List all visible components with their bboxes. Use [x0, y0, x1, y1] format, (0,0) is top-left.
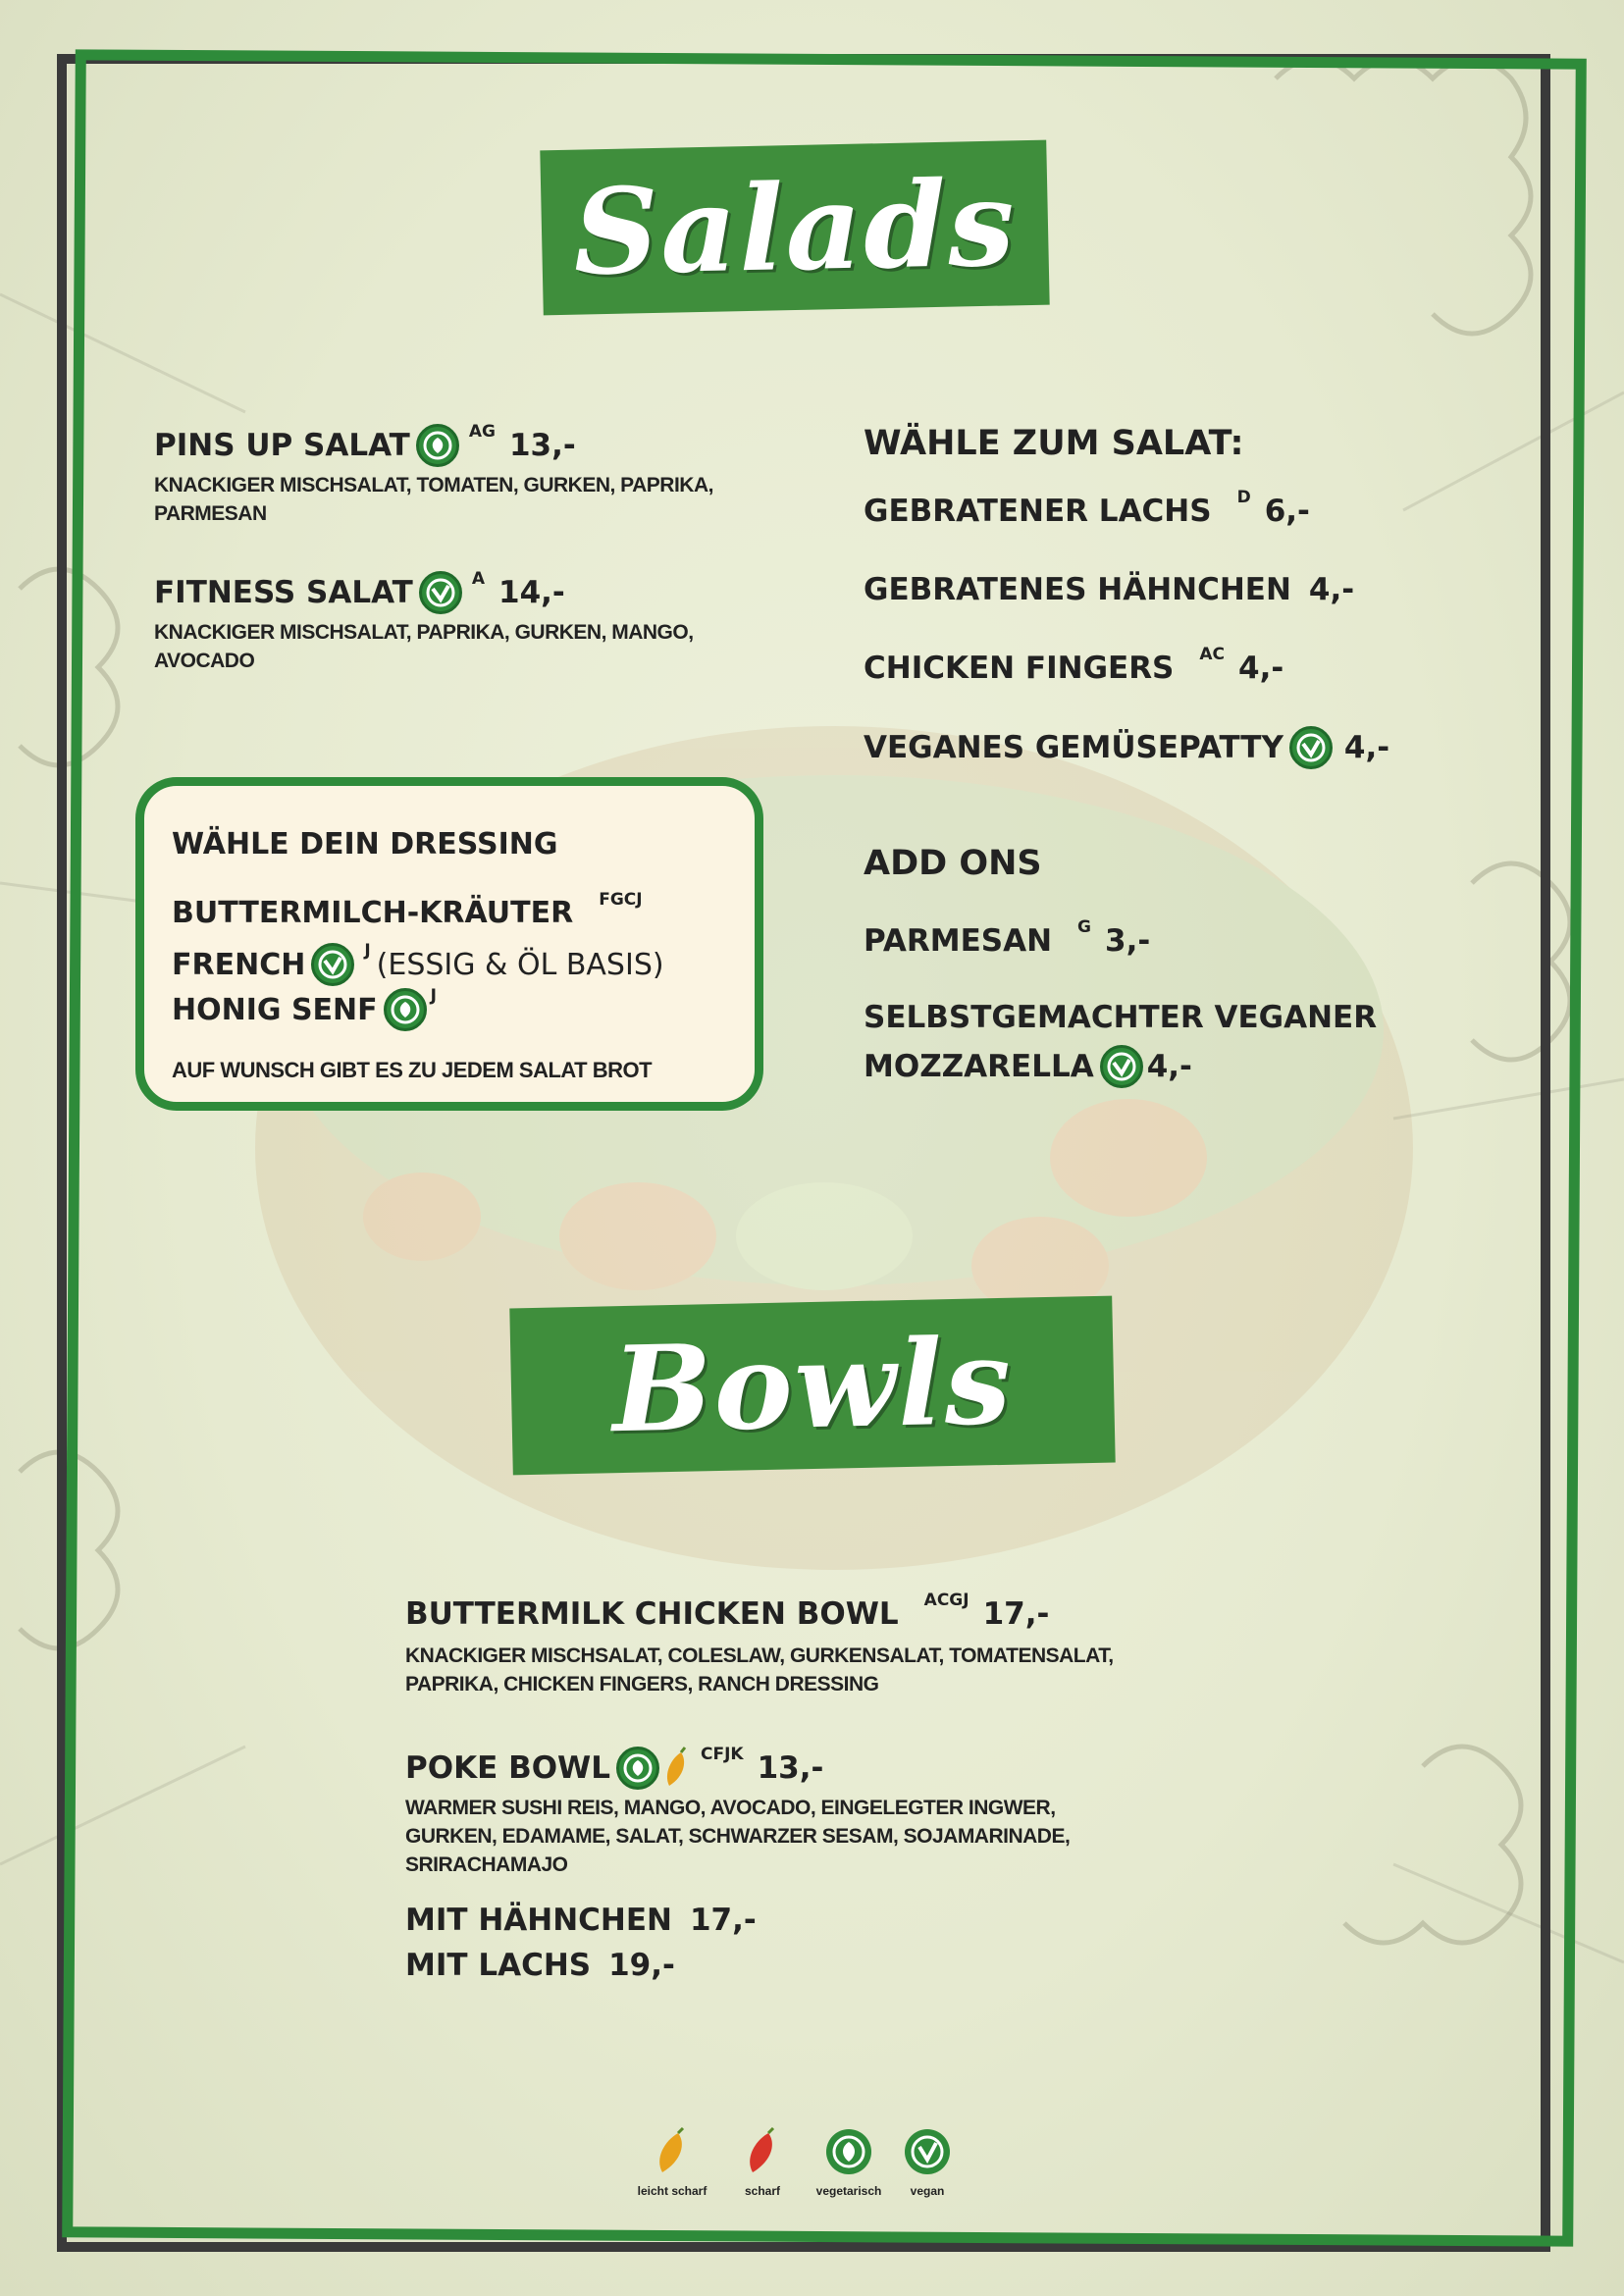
dressing-option-french: [172, 943, 664, 986]
legend-vegetarian: [805, 2127, 893, 2198]
addon-name: MOZZARELLA: [864, 1049, 1094, 1084]
item-description: KNACKIGER MISCHSALAT, PAPRIKA, GURKEN, MANGO, AVOCADO: [154, 621, 694, 672]
dressing-option-buttermilch: [172, 889, 649, 930]
addon-price: 4,-: [1146, 1049, 1192, 1084]
salads-banner: [540, 140, 1049, 316]
option-name: FRENCH: [172, 947, 306, 982]
legend-label: leicht scharf: [637, 2184, 707, 2198]
addon-veganer-mozzarella-line1: SELBSTGEMACHTER VEGANER: [864, 1000, 1378, 1035]
item-name: PINS UP SALAT: [154, 428, 410, 463]
topping-name: CHICKEN FINGERS: [864, 651, 1175, 686]
item-description: WARMER SUSHI REIS, MANGO, AVOCADO, EINGELEGTER INGWER, GURKEN, EDAMAME, SALAT, SCHWARZER SESAM, SOJAMARINADE, SRIRACHAMAJO: [405, 1797, 1071, 1876]
item-description: KNACKIGER MISCHSALAT, TOMATEN, GURKEN, PAPRIKA, PARMESAN: [154, 474, 713, 525]
allergen-codes: CFJK: [701, 1745, 744, 1764]
menu-item-buttermilk-chicken-bowl: [405, 1591, 1050, 1632]
item-price: 17,-: [982, 1596, 1050, 1632]
topping-gemuesepatty: [864, 726, 1389, 769]
bowl-extra-lachs: [405, 1948, 675, 1983]
topping-name: GEBRATENER LACHS: [864, 494, 1212, 529]
salads-heading: Salads: [571, 153, 1019, 302]
topping-chicken-fingers: [864, 645, 1284, 686]
allergen-codes: J: [364, 941, 371, 961]
extra-name: MIT HÄHNCHEN: [405, 1903, 672, 1938]
bowl-extra-haehnchen: [405, 1903, 757, 1938]
vegetarian-icon: [824, 2127, 873, 2176]
addon-name: PARMESAN: [864, 923, 1053, 959]
addon-parmesan: [864, 917, 1151, 959]
allergen-codes: J: [430, 986, 437, 1006]
topping-name: VEGANES GEMÜSEPATTY: [864, 730, 1283, 765]
allergen-codes: G: [1077, 917, 1091, 937]
topping-haehnchen: [864, 572, 1354, 607]
hot-chili-icon: [743, 2127, 782, 2176]
vegan-icon: [1289, 726, 1333, 769]
item-name: FITNESS SALAT: [154, 575, 413, 610]
vegan-icon: [1100, 1045, 1143, 1088]
allergen-codes: D: [1236, 488, 1251, 507]
topping-price: 6,-: [1264, 494, 1310, 529]
vegetarian-icon: [416, 424, 459, 467]
option-note: (ESSIG & ÖL BASIS): [376, 947, 664, 982]
green-frame: [62, 49, 1587, 2246]
bowls-banner: [509, 1296, 1115, 1476]
mild-chili-icon: [661, 1747, 691, 1790]
legend-label: vegan: [910, 2184, 945, 2198]
item-price: 14,-: [498, 575, 565, 610]
item-price: 13,-: [757, 1750, 824, 1786]
addons-heading: ADD ONS: [864, 844, 1042, 883]
allergen-codes: A: [471, 569, 486, 589]
vegetarian-icon: [384, 988, 427, 1031]
item-name: POKE BOWL: [405, 1750, 610, 1786]
icon-legend: [628, 2127, 1001, 2225]
extra-price: 19,-: [608, 1948, 675, 1983]
dressing-box: [135, 777, 763, 1111]
menu-item-pins-up-salat: [154, 424, 576, 467]
dressing-option-honig-senf: [172, 988, 443, 1031]
allergen-codes: AG: [468, 422, 496, 442]
addon-price: 3,-: [1105, 923, 1151, 959]
vegan-icon: [419, 571, 462, 614]
dressing-heading: WÄHLE DEIN DRESSING: [172, 827, 558, 861]
extra-name: MIT LACHS: [405, 1948, 592, 1983]
allergen-codes: AC: [1199, 645, 1226, 664]
item-name: BUTTERMILK CHICKEN BOWL: [405, 1596, 899, 1632]
topping-lachs: [864, 488, 1310, 529]
topping-price: 4,-: [1238, 651, 1284, 686]
allergen-codes: ACGJ: [923, 1591, 969, 1610]
legend-label: scharf: [744, 2184, 781, 2198]
allergen-codes: FGCJ: [599, 889, 643, 910]
extra-price: 17,-: [689, 1903, 757, 1938]
menu-item-fitness-salat: [154, 571, 565, 614]
menu-item-poke-bowl: [405, 1747, 823, 1790]
addon-veganer-mozzarella: [864, 1045, 1192, 1088]
vegan-icon: [903, 2127, 952, 2176]
option-name: HONIG SENF: [172, 992, 378, 1027]
item-description: KNACKIGER MISCHSALAT, COLESLAW, GURKENSALAT, TOMATENSALAT, PAPRIKA, CHICKEN FINGERS, RANCH DRESSING: [405, 1644, 1114, 1696]
topping-price: 4,-: [1308, 572, 1355, 607]
topping-price: 4,-: [1343, 730, 1390, 765]
vegan-icon: [311, 943, 354, 986]
dressing-footer-note: AUF WUNSCH GIBT ES ZU JEDEM SALAT BROT: [172, 1058, 653, 1082]
bowls-heading: Bowls: [610, 1312, 1015, 1459]
toppings-heading: WÄHLE ZUM SALAT:: [864, 424, 1244, 463]
legend-vegan: [883, 2127, 971, 2198]
option-name: BUTTERMILCH-KRÄUTER: [172, 896, 574, 930]
legend-mild: [628, 2127, 716, 2198]
legend-label: vegetarisch: [815, 2184, 882, 2198]
item-price: 13,-: [508, 428, 576, 463]
vegetarian-icon: [616, 1747, 659, 1790]
topping-name: GEBRATENES HÄHNCHEN: [864, 572, 1291, 607]
mild-chili-icon: [653, 2127, 692, 2176]
legend-hot: [718, 2127, 807, 2198]
